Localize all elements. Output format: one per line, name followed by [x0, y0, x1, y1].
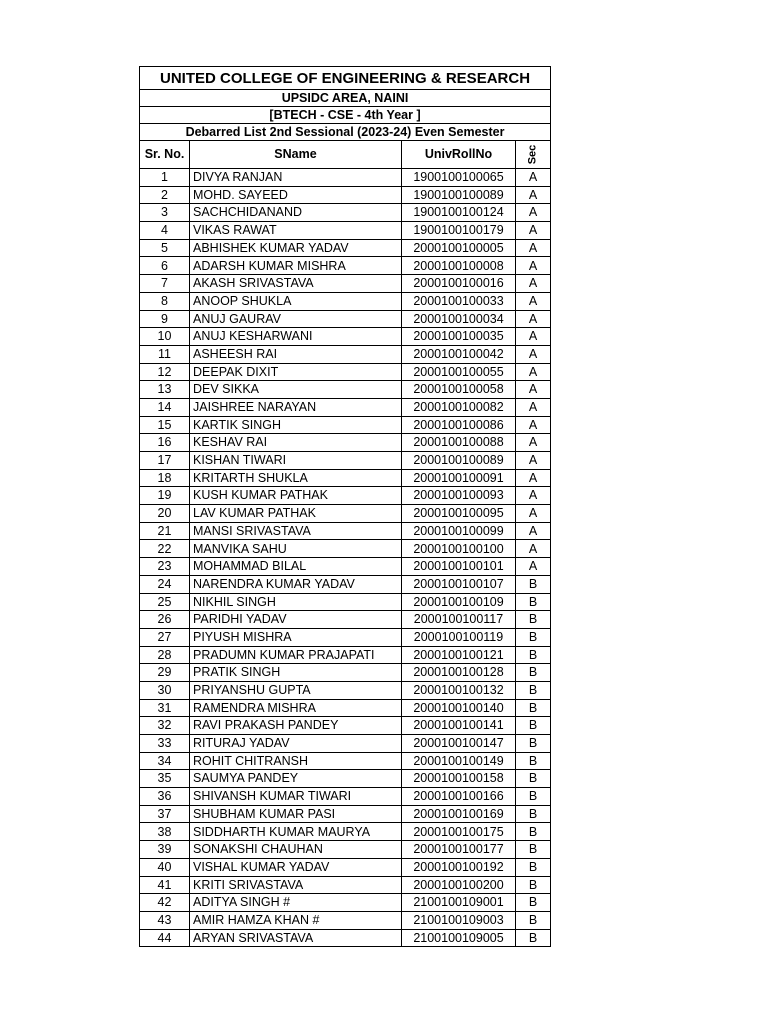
sr-number-cell: 35	[140, 770, 190, 788]
section-cell: B	[516, 788, 551, 806]
table-row	[140, 876, 551, 894]
roll-number-cell: 2000100100140	[402, 699, 516, 717]
sr-number-cell: 36	[140, 788, 190, 806]
sr-number-cell: 37	[140, 805, 190, 823]
section-cell: A	[516, 381, 551, 399]
student-name-cell: MOHD. SAYEED	[190, 186, 402, 204]
roll-number-cell: 2000100100141	[402, 717, 516, 735]
sr-number-cell: 27	[140, 628, 190, 646]
section-cell: A	[516, 310, 551, 328]
roll-number-cell: 2000100100200	[402, 876, 516, 894]
table-row	[140, 593, 551, 611]
student-name-cell: SHIVANSH KUMAR TIWARI	[190, 788, 402, 806]
table-row	[140, 611, 551, 629]
roll-number-cell: 2000100100055	[402, 363, 516, 381]
roll-number-cell: 2000100100093	[402, 487, 516, 505]
student-name-cell: KRITARTH SHUKLA	[190, 469, 402, 487]
roll-number-cell: 2000100100016	[402, 275, 516, 293]
sr-number-cell: 30	[140, 681, 190, 699]
table-row	[140, 169, 551, 187]
section-cell: B	[516, 699, 551, 717]
section-cell: B	[516, 805, 551, 823]
column-header-sr: Sr. No.	[140, 141, 190, 169]
student-name-cell: KARTIK SINGH	[190, 416, 402, 434]
section-cell: B	[516, 929, 551, 947]
sr-number-cell: 14	[140, 398, 190, 416]
sr-number-cell: 43	[140, 911, 190, 929]
table-row	[140, 770, 551, 788]
table-row	[140, 416, 551, 434]
debarred-list-table	[139, 66, 551, 947]
sr-number-cell: 38	[140, 823, 190, 841]
student-name-cell: ANOOP SHUKLA	[190, 292, 402, 310]
student-name-cell: RAVI PRAKASH PANDEY	[190, 717, 402, 735]
roll-number-cell: 2000100100149	[402, 752, 516, 770]
sr-number-cell: 20	[140, 505, 190, 523]
college-name: UNITED COLLEGE OF ENGINEERING & RESEARCH	[140, 67, 551, 90]
sr-number-cell: 26	[140, 611, 190, 629]
section-cell: A	[516, 186, 551, 204]
student-name-cell: LAV KUMAR PATHAK	[190, 505, 402, 523]
table-row	[140, 381, 551, 399]
student-name-cell: DEV SIKKA	[190, 381, 402, 399]
student-name-cell: VIKAS RAWAT	[190, 222, 402, 240]
section-cell: B	[516, 717, 551, 735]
section-cell: B	[516, 911, 551, 929]
sr-number-cell: 32	[140, 717, 190, 735]
table-row	[140, 239, 551, 257]
section-cell: A	[516, 239, 551, 257]
section-cell: A	[516, 345, 551, 363]
student-name-cell: DIVYA RANJAN	[190, 169, 402, 187]
section-cell: B	[516, 664, 551, 682]
list-title-row	[140, 124, 551, 141]
column-header-roll: UnivRollNo	[402, 141, 516, 169]
student-name-cell: SACHCHIDANAND	[190, 204, 402, 222]
table-row	[140, 717, 551, 735]
roll-number-cell: 2000100100008	[402, 257, 516, 275]
roll-number-cell: 2000100100117	[402, 611, 516, 629]
section-cell: A	[516, 540, 551, 558]
section-cell: A	[516, 452, 551, 470]
area-row	[140, 90, 551, 107]
table-row	[140, 699, 551, 717]
section-cell: A	[516, 328, 551, 346]
roll-number-cell: 1900100100089	[402, 186, 516, 204]
student-name-cell: ARYAN SRIVASTAVA	[190, 929, 402, 947]
student-name-cell: PRADUMN KUMAR PRAJAPATI	[190, 646, 402, 664]
table-row	[140, 823, 551, 841]
roll-number-cell: 2000100100088	[402, 434, 516, 452]
table-row	[140, 204, 551, 222]
roll-number-cell: 2100100109003	[402, 911, 516, 929]
sr-number-cell: 2	[140, 186, 190, 204]
student-name-cell: SAUMYA PANDEY	[190, 770, 402, 788]
table-row	[140, 345, 551, 363]
table-row	[140, 186, 551, 204]
sr-number-cell: 18	[140, 469, 190, 487]
student-name-cell: KESHAV RAI	[190, 434, 402, 452]
table-row	[140, 929, 551, 947]
sr-number-cell: 33	[140, 735, 190, 753]
roll-number-cell: 2000100100121	[402, 646, 516, 664]
list-title: Debarred List 2nd Sessional (2023-24) Even Semester	[140, 124, 551, 141]
roll-number-cell: 2000100100175	[402, 823, 516, 841]
table-row	[140, 841, 551, 859]
section-cell: B	[516, 575, 551, 593]
table-row	[140, 894, 551, 912]
student-name-cell: ASHEESH RAI	[190, 345, 402, 363]
student-name-cell: PARIDHI YADAV	[190, 611, 402, 629]
section-cell: B	[516, 858, 551, 876]
sr-number-cell: 25	[140, 593, 190, 611]
section-cell: A	[516, 222, 551, 240]
student-name-cell: AKASH SRIVASTAVA	[190, 275, 402, 293]
roll-number-cell: 2000100100177	[402, 841, 516, 859]
roll-number-cell: 2000100100089	[402, 452, 516, 470]
sr-number-cell: 31	[140, 699, 190, 717]
roll-number-cell: 2000100100107	[402, 575, 516, 593]
roll-number-cell: 2000100100101	[402, 558, 516, 576]
sr-number-cell: 6	[140, 257, 190, 275]
student-rows	[140, 169, 551, 947]
student-name-cell: MANSI SRIVASTAVA	[190, 522, 402, 540]
roll-number-cell: 2000100100091	[402, 469, 516, 487]
table-row	[140, 735, 551, 753]
column-header-sec-label: Sec	[526, 144, 539, 165]
sr-number-cell: 21	[140, 522, 190, 540]
sr-number-cell: 1	[140, 169, 190, 187]
table-row	[140, 805, 551, 823]
roll-number-cell: 2000100100005	[402, 239, 516, 257]
sr-number-cell: 8	[140, 292, 190, 310]
section-cell: B	[516, 735, 551, 753]
section-cell: A	[516, 416, 551, 434]
sr-number-cell: 3	[140, 204, 190, 222]
roll-number-cell: 2000100100042	[402, 345, 516, 363]
student-name-cell: ROHIT CHITRANSH	[190, 752, 402, 770]
student-name-cell: MOHAMMAD BILAL	[190, 558, 402, 576]
table-row	[140, 363, 551, 381]
student-name-cell: RAMENDRA MISHRA	[190, 699, 402, 717]
student-name-cell: ADITYA SINGH #	[190, 894, 402, 912]
student-name-cell: AMIR HAMZA KHAN #	[190, 911, 402, 929]
student-name-cell: ADARSH KUMAR MISHRA	[190, 257, 402, 275]
student-name-cell: RITURAJ YADAV	[190, 735, 402, 753]
student-name-cell: ABHISHEK KUMAR YADAV	[190, 239, 402, 257]
section-cell: B	[516, 752, 551, 770]
roll-number-cell: 2100100109001	[402, 894, 516, 912]
table-row	[140, 664, 551, 682]
roll-number-cell: 2000100100166	[402, 788, 516, 806]
sr-number-cell: 41	[140, 876, 190, 894]
roll-number-cell: 2000100100082	[402, 398, 516, 416]
roll-number-cell: 2000100100099	[402, 522, 516, 540]
sr-number-cell: 11	[140, 345, 190, 363]
table-row	[140, 275, 551, 293]
section-cell: B	[516, 841, 551, 859]
table-row	[140, 911, 551, 929]
roll-number-cell: 2000100100058	[402, 381, 516, 399]
section-cell: A	[516, 363, 551, 381]
roll-number-cell: 2000100100119	[402, 628, 516, 646]
table-row	[140, 540, 551, 558]
roll-number-cell: 2000100100132	[402, 681, 516, 699]
sr-number-cell: 34	[140, 752, 190, 770]
student-name-cell: PRIYANSHU GUPTA	[190, 681, 402, 699]
table-row	[140, 257, 551, 275]
section-cell: A	[516, 169, 551, 187]
table-row	[140, 434, 551, 452]
student-name-cell: VISHAL KUMAR YADAV	[190, 858, 402, 876]
sr-number-cell: 16	[140, 434, 190, 452]
student-name-cell: ANUJ KESHARWANI	[190, 328, 402, 346]
section-cell: B	[516, 876, 551, 894]
roll-number-cell: 2000100100158	[402, 770, 516, 788]
student-name-cell: KRITI SRIVASTAVA	[190, 876, 402, 894]
section-cell: B	[516, 628, 551, 646]
section-cell: B	[516, 770, 551, 788]
student-name-cell: SONAKSHI CHAUHAN	[190, 841, 402, 859]
roll-number-cell: 1900100100124	[402, 204, 516, 222]
student-name-cell: ANUJ GAURAV	[190, 310, 402, 328]
roll-number-cell: 2100100109005	[402, 929, 516, 947]
student-name-cell: JAISHREE NARAYAN	[190, 398, 402, 416]
roll-number-cell: 2000100100035	[402, 328, 516, 346]
column-header-sec	[516, 141, 551, 169]
table-row	[140, 469, 551, 487]
sr-number-cell: 15	[140, 416, 190, 434]
table-row	[140, 858, 551, 876]
roll-number-cell: 2000100100034	[402, 310, 516, 328]
student-name-cell: NIKHIL SINGH	[190, 593, 402, 611]
roll-number-cell: 2000100100033	[402, 292, 516, 310]
table-row	[140, 222, 551, 240]
title-row	[140, 67, 551, 90]
roll-number-cell: 2000100100095	[402, 505, 516, 523]
student-name-cell: SHUBHAM KUMAR PASI	[190, 805, 402, 823]
section-cell: A	[516, 434, 551, 452]
sr-number-cell: 13	[140, 381, 190, 399]
section-cell: A	[516, 398, 551, 416]
sr-number-cell: 17	[140, 452, 190, 470]
table-row	[140, 452, 551, 470]
section-cell: B	[516, 894, 551, 912]
college-area: UPSIDC AREA, NAINI	[140, 90, 551, 107]
roll-number-cell: 2000100100109	[402, 593, 516, 611]
roll-number-cell: 2000100100128	[402, 664, 516, 682]
table-row	[140, 646, 551, 664]
section-cell: A	[516, 292, 551, 310]
sr-number-cell: 12	[140, 363, 190, 381]
sr-number-cell: 19	[140, 487, 190, 505]
student-name-cell: DEEPAK DIXIT	[190, 363, 402, 381]
sr-number-cell: 10	[140, 328, 190, 346]
table-row	[140, 292, 551, 310]
section-cell: B	[516, 611, 551, 629]
column-header-name: SName	[190, 141, 402, 169]
roll-number-cell: 2000100100147	[402, 735, 516, 753]
sr-number-cell: 24	[140, 575, 190, 593]
roll-number-cell: 1900100100065	[402, 169, 516, 187]
section-cell: B	[516, 681, 551, 699]
sr-number-cell: 9	[140, 310, 190, 328]
table-row	[140, 752, 551, 770]
sr-number-cell: 39	[140, 841, 190, 859]
course-row	[140, 107, 551, 124]
table-row	[140, 558, 551, 576]
roll-number-cell: 2000100100100	[402, 540, 516, 558]
section-cell: A	[516, 505, 551, 523]
roll-number-cell: 2000100100086	[402, 416, 516, 434]
sr-number-cell: 29	[140, 664, 190, 682]
sr-number-cell: 22	[140, 540, 190, 558]
table-row	[140, 628, 551, 646]
student-name-cell: KUSH KUMAR PATHAK	[190, 487, 402, 505]
student-name-cell: MANVIKA SAHU	[190, 540, 402, 558]
roll-number-cell: 2000100100192	[402, 858, 516, 876]
table-row	[140, 505, 551, 523]
roll-number-cell: 1900100100179	[402, 222, 516, 240]
table-row	[140, 522, 551, 540]
section-cell: A	[516, 522, 551, 540]
section-cell: A	[516, 469, 551, 487]
section-cell: A	[516, 257, 551, 275]
sr-number-cell: 28	[140, 646, 190, 664]
student-name-cell: SIDDHARTH KUMAR MAURYA	[190, 823, 402, 841]
table-row	[140, 310, 551, 328]
table-row	[140, 681, 551, 699]
sr-number-cell: 40	[140, 858, 190, 876]
sr-number-cell: 5	[140, 239, 190, 257]
student-name-cell: NARENDRA KUMAR YADAV	[190, 575, 402, 593]
roll-number-cell: 2000100100169	[402, 805, 516, 823]
table-row	[140, 398, 551, 416]
section-cell: A	[516, 558, 551, 576]
section-cell: B	[516, 593, 551, 611]
sr-number-cell: 4	[140, 222, 190, 240]
student-name-cell: KISHAN TIWARI	[190, 452, 402, 470]
column-header-row	[140, 141, 551, 169]
table-row	[140, 487, 551, 505]
sr-number-cell: 23	[140, 558, 190, 576]
sr-number-cell: 42	[140, 894, 190, 912]
table-row	[140, 575, 551, 593]
sr-number-cell: 7	[140, 275, 190, 293]
section-cell: A	[516, 487, 551, 505]
student-name-cell: PRATIK SINGH	[190, 664, 402, 682]
section-cell: B	[516, 646, 551, 664]
section-cell: B	[516, 823, 551, 841]
section-cell: A	[516, 204, 551, 222]
section-cell: A	[516, 275, 551, 293]
course-label: [BTECH - CSE - 4th Year ]	[140, 107, 551, 124]
sr-number-cell: 44	[140, 929, 190, 947]
table-row	[140, 328, 551, 346]
table-row	[140, 788, 551, 806]
student-name-cell: PIYUSH MISHRA	[190, 628, 402, 646]
